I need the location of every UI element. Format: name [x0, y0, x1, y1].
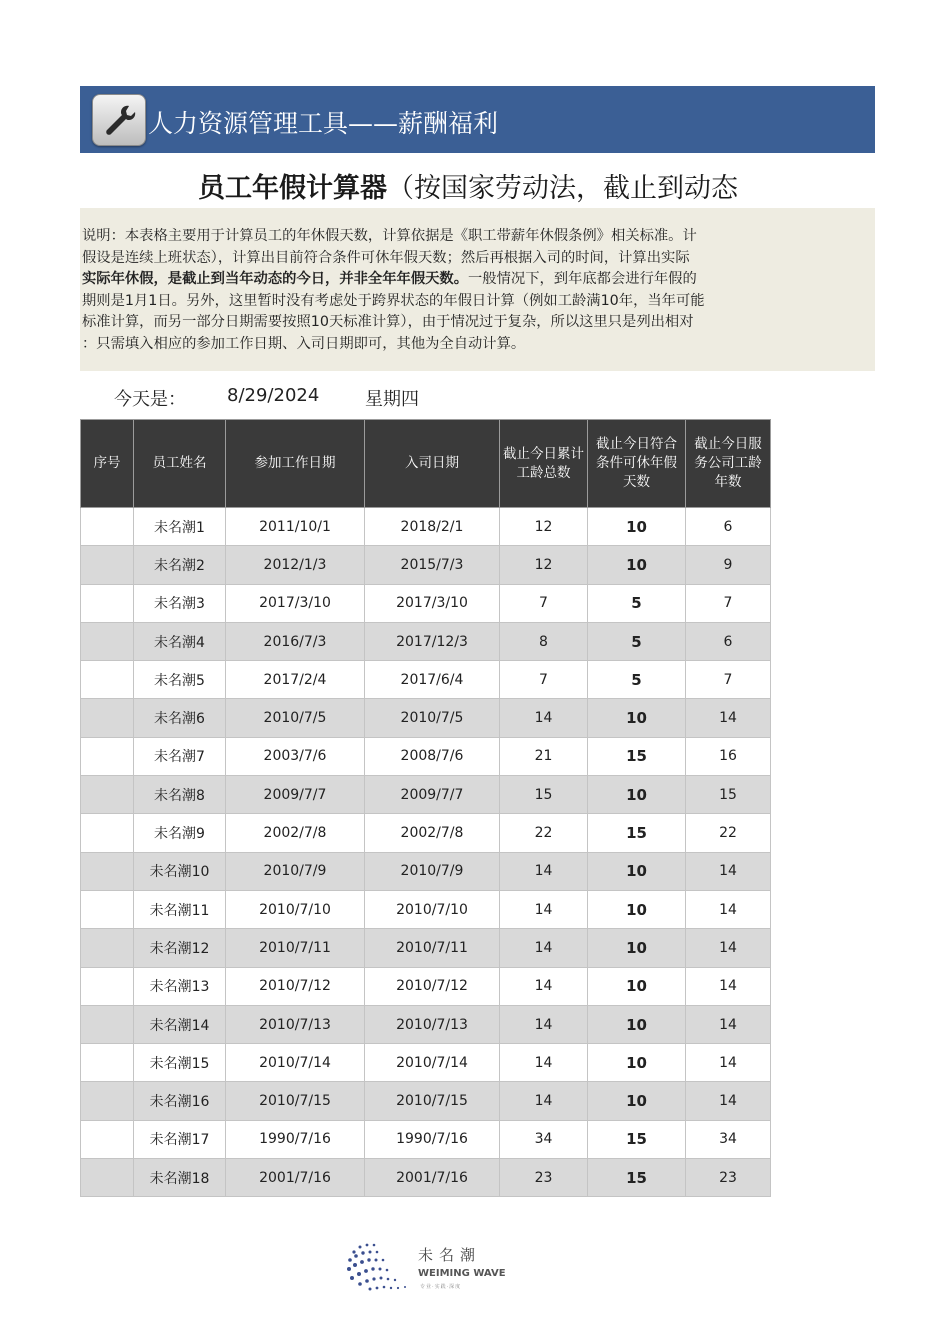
logo-name-cn: 未名潮 [418, 1246, 482, 1264]
company-years-cell[interactable]: 14 [686, 929, 771, 967]
join-date-cell[interactable]: 2017/12/3 [365, 622, 500, 660]
leave-days-cell[interactable]: 10 [588, 776, 686, 814]
employee-name-cell[interactable]: 未名潮14 [134, 1005, 226, 1043]
row-no-cell[interactable] [81, 776, 134, 814]
employee-name-cell[interactable]: 未名潮4 [134, 622, 226, 660]
header-name: 员工姓名 [134, 420, 226, 508]
company-years-cell[interactable]: 14 [686, 890, 771, 928]
work-start-date-cell[interactable]: 1990/7/16 [226, 1120, 365, 1158]
employee-name-cell[interactable]: 未名潮17 [134, 1120, 226, 1158]
leave-days-cell[interactable]: 5 [588, 661, 686, 699]
header-total-years: 截止今日累计工龄总数 [500, 420, 588, 508]
header-company-years: 截止今日服务公司工龄年数 [686, 420, 771, 508]
total-years-cell[interactable]: 7 [500, 584, 588, 622]
wave-logo-icon [340, 1238, 416, 1298]
table-row [81, 584, 771, 622]
table-row [81, 508, 771, 546]
total-years-cell[interactable]: 8 [500, 622, 588, 660]
description-rest: 一般情况下，到年底都会进行年假的 [468, 271, 697, 287]
row-no-cell[interactable] [81, 1120, 134, 1158]
employee-name-cell[interactable]: 未名潮12 [134, 929, 226, 967]
company-years-cell[interactable]: 14 [686, 1044, 771, 1082]
join-date-cell[interactable]: 2017/3/10 [365, 584, 500, 622]
leave-days-cell[interactable]: 10 [588, 967, 686, 1005]
employee-name-cell[interactable]: 未名潮6 [134, 699, 226, 737]
join-date-cell[interactable]: 2002/7/8 [365, 814, 500, 852]
leave-days-cell[interactable]: 10 [588, 852, 686, 890]
description-line: 假设是连续上班状态），计算出目前符合条件可休年假天数；然后再根据入司的时间，计算出实际 [82, 249, 690, 266]
work-start-date-cell[interactable]: 2010/7/13 [226, 1005, 365, 1043]
company-years-cell[interactable]: 14 [686, 1082, 771, 1120]
description-line: 标准计算，而另一部分日期需要按照10天标准计算），由于情况过于复杂，所以这里只是列出相对 [82, 314, 694, 330]
logo-tagline: 专业·实践·深度 [420, 1284, 462, 1290]
company-years-cell[interactable]: 14 [686, 1005, 771, 1043]
leave-days-cell[interactable]: 10 [588, 1005, 686, 1043]
leave-days-cell[interactable]: 10 [588, 546, 686, 584]
table-row [81, 1005, 771, 1043]
total-years-cell[interactable]: 23 [500, 1159, 588, 1197]
work-start-date-cell[interactable]: 2010/7/14 [226, 1044, 365, 1082]
total-years-cell[interactable]: 7 [500, 661, 588, 699]
row-no-cell[interactable] [81, 661, 134, 699]
table-row [81, 622, 771, 660]
company-years-cell[interactable]: 14 [686, 699, 771, 737]
employee-name-cell[interactable]: 未名潮9 [134, 814, 226, 852]
page-title-rest: （按国家劳动法，截止到动态 [387, 173, 738, 204]
company-years-cell[interactable]: 15 [686, 776, 771, 814]
work-start-date-cell[interactable]: 2016/7/3 [226, 622, 365, 660]
work-start-date-cell[interactable]: 2010/7/5 [226, 699, 365, 737]
total-years-cell[interactable]: 14 [500, 852, 588, 890]
leave-days-cell[interactable]: 15 [588, 737, 686, 775]
table-row [81, 1082, 771, 1120]
join-date-cell[interactable]: 2010/7/10 [365, 890, 500, 928]
work-start-date-cell[interactable]: 2017/3/10 [226, 584, 365, 622]
row-no-cell[interactable] [81, 1005, 134, 1043]
employee-name-cell[interactable]: 未名潮18 [134, 1159, 226, 1197]
company-years-cell[interactable]: 9 [686, 546, 771, 584]
total-years-cell[interactable]: 14 [500, 1044, 588, 1082]
table-row [81, 967, 771, 1005]
row-no-cell[interactable] [81, 929, 134, 967]
table-row [81, 546, 771, 584]
logo-name-en: WEIMING WAVE [418, 1268, 506, 1279]
employee-name-cell[interactable]: 未名潮7 [134, 737, 226, 775]
table-row [81, 699, 771, 737]
table-row [81, 661, 771, 699]
leave-days-cell[interactable]: 5 [588, 622, 686, 660]
table-row [81, 1044, 771, 1082]
employee-name-cell[interactable]: 未名潮10 [134, 852, 226, 890]
description-box [80, 208, 875, 371]
join-date-cell[interactable]: 2010/7/12 [365, 967, 500, 1005]
leave-days-cell[interactable]: 15 [588, 1120, 686, 1158]
row-no-cell[interactable] [81, 699, 134, 737]
total-years-cell[interactable]: 12 [500, 508, 588, 546]
row-no-cell[interactable] [81, 1044, 134, 1082]
employee-name-cell[interactable]: 未名潮8 [134, 776, 226, 814]
leave-days-cell[interactable]: 10 [588, 508, 686, 546]
employee-name-cell[interactable]: 未名潮2 [134, 546, 226, 584]
leave-days-cell[interactable]: 10 [588, 929, 686, 967]
wrench-icon [92, 94, 146, 146]
description-line: ：只需填入相应的参加工作日期、入司日期即可，其他为全自动计算。 [82, 335, 526, 352]
total-years-cell[interactable]: 14 [500, 699, 588, 737]
employee-name-cell[interactable]: 未名潮13 [134, 967, 226, 1005]
leave-table [80, 419, 771, 1197]
company-years-cell[interactable]: 6 [686, 508, 771, 546]
company-years-cell[interactable]: 23 [686, 1159, 771, 1197]
company-years-cell[interactable]: 14 [686, 852, 771, 890]
header-no: 序号 [81, 420, 134, 508]
join-date-cell[interactable]: 2010/7/15 [365, 1082, 500, 1120]
employee-name-cell[interactable]: 未名潮15 [134, 1044, 226, 1082]
company-years-cell[interactable]: 16 [686, 737, 771, 775]
employee-name-cell[interactable]: 未名潮16 [134, 1082, 226, 1120]
employee-name-cell[interactable]: 未名潮5 [134, 661, 226, 699]
join-date-cell[interactable]: 2015/7/3 [365, 546, 500, 584]
header-work-start: 参加工作日期 [226, 420, 365, 508]
table-row [81, 814, 771, 852]
work-start-date-cell[interactable]: 2003/7/6 [226, 737, 365, 775]
description-line: 说明：本表格主要用于计算员工的年休假天数，计算依据是《职工带薪年休假条例》相关标准。计 [82, 228, 697, 244]
join-date-cell[interactable]: 2010/7/14 [365, 1044, 500, 1082]
company-years-cell[interactable]: 34 [686, 1120, 771, 1158]
employee-name-cell[interactable]: 未名潮11 [134, 890, 226, 928]
description-line [82, 269, 770, 291]
row-no-cell[interactable] [81, 584, 134, 622]
table-row [81, 1159, 771, 1197]
row-no-cell[interactable] [81, 508, 134, 546]
total-years-cell[interactable]: 14 [500, 929, 588, 967]
row-no-cell[interactable] [81, 1159, 134, 1197]
description-bold: 实际年休假，是截止到当年动态的今日，并非全年年假天数。 [82, 271, 469, 287]
table-row [81, 1120, 771, 1158]
row-no-cell[interactable] [81, 1082, 134, 1120]
leave-days-cell[interactable]: 10 [588, 890, 686, 928]
join-date-cell[interactable]: 2010/7/11 [365, 929, 500, 967]
leave-days-cell[interactable]: 10 [588, 699, 686, 737]
row-no-cell[interactable] [81, 967, 134, 1005]
work-start-date-cell[interactable]: 2009/7/7 [226, 776, 365, 814]
header-leave-days: 截止今日符合条件可休年假天数 [588, 420, 686, 508]
total-years-cell[interactable]: 14 [500, 1082, 588, 1120]
today-weekday: 星期四 [365, 389, 419, 410]
total-years-cell[interactable]: 22 [500, 814, 588, 852]
work-start-date-cell[interactable]: 2010/7/11 [226, 929, 365, 967]
total-years-cell[interactable]: 14 [500, 890, 588, 928]
employee-name-cell[interactable]: 未名潮3 [134, 584, 226, 622]
work-start-date-cell[interactable]: 2017/2/4 [226, 661, 365, 699]
join-date-cell[interactable]: 2010/7/13 [365, 1005, 500, 1043]
leave-days-cell[interactable]: 5 [588, 584, 686, 622]
description-line: 期则是1月1日。另外，这里暂时没有考虑处于跨界状态的年假日计算（例如工龄满10年，当年可能 [82, 292, 705, 309]
join-date-cell[interactable]: 2018/2/1 [365, 508, 500, 546]
company-years-cell[interactable]: 7 [686, 584, 771, 622]
company-years-cell[interactable]: 6 [686, 622, 771, 660]
leave-days-cell[interactable]: 15 [588, 814, 686, 852]
work-start-date-cell[interactable]: 2012/1/3 [226, 546, 365, 584]
row-no-cell[interactable] [81, 852, 134, 890]
today-label: 今天是： [114, 389, 186, 410]
company-logo [340, 1238, 506, 1298]
leave-days-cell[interactable]: 15 [588, 1159, 686, 1197]
join-date-cell[interactable]: 2008/7/6 [365, 737, 500, 775]
join-date-cell[interactable]: 2001/7/16 [365, 1159, 500, 1197]
table-row [81, 852, 771, 890]
join-date-cell[interactable]: 1990/7/16 [365, 1120, 500, 1158]
table-header-row [81, 420, 771, 508]
row-no-cell[interactable] [81, 622, 134, 660]
leave-days-cell[interactable]: 10 [588, 1082, 686, 1120]
company-years-cell[interactable]: 14 [686, 967, 771, 1005]
total-years-cell[interactable]: 14 [500, 1005, 588, 1043]
row-no-cell[interactable] [81, 737, 134, 775]
join-date-cell[interactable]: 2009/7/7 [365, 776, 500, 814]
row-no-cell[interactable] [81, 814, 134, 852]
work-start-date-cell[interactable]: 2010/7/12 [226, 967, 365, 1005]
work-start-date-cell[interactable]: 2002/7/8 [226, 814, 365, 852]
join-date-cell[interactable]: 2017/6/4 [365, 661, 500, 699]
total-years-cell[interactable]: 21 [500, 737, 588, 775]
join-date-cell[interactable]: 2010/7/9 [365, 852, 500, 890]
banner-title: 人力资源管理工具——薪酬福利 [148, 109, 499, 138]
work-start-date-cell[interactable]: 2001/7/16 [226, 1159, 365, 1197]
company-years-cell[interactable]: 7 [686, 661, 771, 699]
today-date: 8/29/2024 [227, 385, 320, 406]
work-start-date-cell[interactable]: 2011/10/1 [226, 508, 365, 546]
row-no-cell[interactable] [81, 546, 134, 584]
table-row [81, 737, 771, 775]
header-join-date: 入司日期 [365, 420, 500, 508]
total-years-cell[interactable]: 34 [500, 1120, 588, 1158]
work-start-date-cell[interactable]: 2010/7/15 [226, 1082, 365, 1120]
join-date-cell[interactable]: 2010/7/5 [365, 699, 500, 737]
total-years-cell[interactable]: 12 [500, 546, 588, 584]
employee-name-cell[interactable]: 未名潮1 [134, 508, 226, 546]
total-years-cell[interactable]: 14 [500, 967, 588, 1005]
header-banner [80, 86, 875, 153]
table-row [81, 890, 771, 928]
page-title [198, 166, 772, 205]
work-start-date-cell[interactable]: 2010/7/10 [226, 890, 365, 928]
total-years-cell[interactable]: 15 [500, 776, 588, 814]
work-start-date-cell[interactable]: 2010/7/9 [226, 852, 365, 890]
leave-days-cell[interactable]: 10 [588, 1044, 686, 1082]
company-years-cell[interactable]: 22 [686, 814, 771, 852]
table-row [81, 929, 771, 967]
row-no-cell[interactable] [81, 890, 134, 928]
table-row [81, 776, 771, 814]
description-text [82, 226, 770, 355]
page-title-bold: 员工年假计算器 [198, 173, 387, 204]
